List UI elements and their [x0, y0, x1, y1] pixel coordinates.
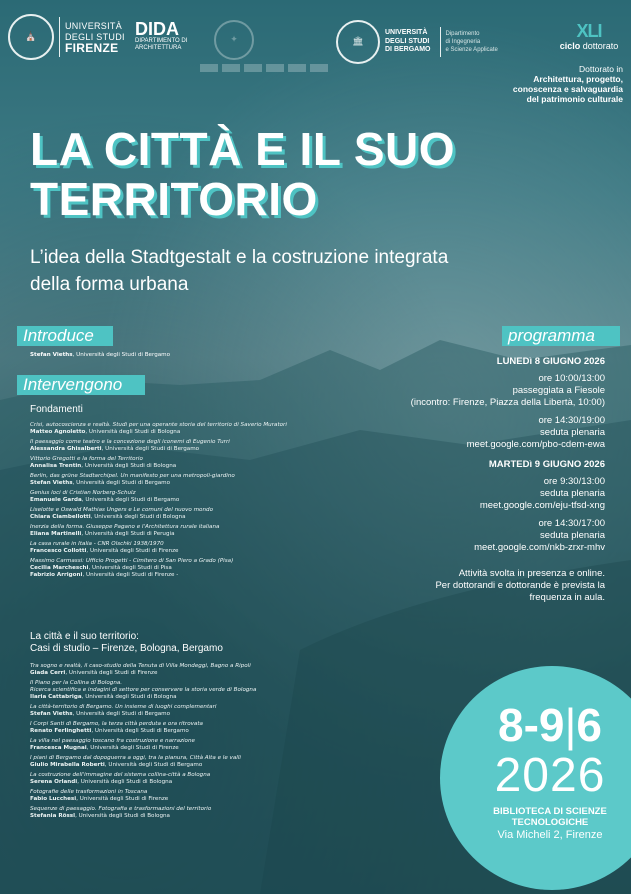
talk-title: Vittorio Gregotti e la forma del Territorio [30, 456, 143, 462]
note-line2: Per dottorandi e dottorande è prevista la [435, 580, 605, 591]
talk-title: Genius loci di Cristian Norberg-Schulz [30, 490, 136, 496]
speaker-affiliation: Università degli Studi di Bergamo [94, 728, 189, 734]
talk-title: Fotografie delle trasformazioni in Toscana [30, 789, 148, 795]
talk-item [30, 789, 330, 803]
speaker-affiliation: Università degli Studi di Bologna [84, 463, 177, 469]
speaker-name: Stefan Vieths [30, 711, 73, 717]
faded-text-logo [200, 64, 330, 72]
talks-list-1 [30, 422, 330, 582]
doctorate-line4: del patrimonio culturale [526, 94, 623, 104]
unibg-line3: DI BERGAMO [385, 46, 431, 54]
d2s1-line1: seduta plenaria [540, 488, 605, 499]
speaker-name: Chiara Ciambellotti [30, 514, 91, 520]
doctorate-line3: conoscenza e salvaguardia [512, 84, 623, 94]
unifi-line3: FIRENZE [65, 40, 119, 55]
dida-line2: ARCHITETTURA [135, 45, 182, 51]
talk-item [30, 422, 330, 436]
talk-title: La casa rurale in Italia - CNR Olschki 1938/1970 [30, 541, 164, 547]
faded-seal-icon: ✦ [214, 20, 254, 60]
talk-item [30, 663, 330, 677]
page-title [30, 124, 455, 224]
subtitle-line1: L’idea della Stadtgestalt e la costruzione integrata [30, 247, 449, 268]
d2s2-time: ore 14:30/17:00 [538, 518, 605, 529]
introduce-speaker: Stefan Vieths, Università degli Studi di Bergamo [30, 352, 171, 358]
speaker-name: Francesca Mugnai [30, 745, 87, 751]
talk-item [30, 704, 330, 718]
talk-speaker: Giada Cerri, Università degli Studi di Firenze [30, 670, 158, 676]
talk-item [30, 721, 330, 735]
talk-speaker: Stefan Vieths, Università degli Studi di Bergamo [30, 480, 171, 486]
dida-logo [135, 20, 187, 52]
event-days: 8-9 [497, 699, 565, 751]
day1-heading: LUNEDì 8 GIUGNO 2026 [496, 356, 605, 367]
speaker-affiliation: Università degli Studi di Bergamo [76, 480, 171, 486]
talk-item [30, 806, 330, 820]
xli-ciclo: ciclo [559, 41, 581, 51]
unibg-line2: DEGLI STUDI [385, 37, 430, 45]
talk-speaker: Annalisa Trentin, Università degli Studi di Bologna [30, 463, 177, 469]
speaker-name: Stefania Rössl [30, 813, 76, 819]
speaker-name: Giulio Mirabella Roberti [30, 762, 105, 768]
speaker-affiliation: Università degli Studi di Bergamo [76, 711, 171, 717]
speaker-affiliation: Università degli Studi di Bologna [78, 813, 170, 819]
speaker-name: Eliana Martinelli [30, 531, 82, 537]
introduce-aff: Università degli Studi di Bergamo [76, 352, 171, 358]
speaker-name: Annalisa Trentin [30, 463, 82, 469]
note-line1: Attività svolta in presenza e online. [458, 568, 605, 579]
talk-item [30, 541, 330, 555]
speaker-name: Francesco Collotti [30, 548, 87, 554]
speaker-name: Serena Orlandi [30, 779, 78, 785]
speaker-affiliation: Università degli Studi di Perugia [84, 531, 175, 537]
talk-title: I Corpi Santi di Bergamo, la terza città perduta e ora ritrovata [30, 721, 203, 727]
speaker-affiliation: Università degli Studi di Pisa [92, 565, 172, 571]
speaker-name: Ilaria Cattabriga [30, 694, 82, 700]
speaker-affiliation: Università degli Studi di Firenze - [86, 572, 179, 578]
programma-schedule [345, 356, 605, 604]
talk-speaker: Giulio Mirabella Roberti, Università degli Studi di Bergamo [30, 762, 203, 768]
talk-title: Il Piano per la Collina di Bologna. [30, 680, 123, 686]
talk-title: Tra sogno e realtà, il caso-studio della Tenuta di Villa Mondeggi, Bagno a Ripoli [30, 663, 251, 669]
talk-title: La città-territorio di Bergamo. Un insieme di luoghi complementari [30, 704, 217, 710]
speaker-name: Emanuele Garda [30, 497, 82, 503]
dept-line2: di Ingegneria [445, 39, 481, 45]
talk-speaker: Eliana Martinelli, Università degli Studi di Perugia [30, 531, 175, 537]
dept-line1: Dipartimento [445, 31, 480, 37]
talk-item [30, 507, 330, 521]
talk-title: Massimo Carmassi: Ufficio Progetti - Cimitero di San Piero a Grado (Pisa) [30, 558, 234, 564]
talk-item [30, 680, 330, 701]
talk-speaker: Alessandra Ghisalberti, Università degli Studi di Bergamo [30, 446, 200, 452]
speaker-affiliation: Università degli Studi di Bologna [88, 429, 181, 435]
speaker-name: Stefan Vieths [30, 480, 73, 486]
talk-item [30, 439, 330, 453]
talk-title-cont: Ricerca scientifica e indagini di settore per conservare la storia verde di Bologna [30, 687, 257, 693]
section-casi-studio [30, 631, 223, 655]
subtitle-line2: della forma urbana [30, 274, 189, 295]
speaker-name: Fabio Lucchesi [30, 796, 77, 802]
talk-speaker: Francesca Mugnai, Università degli Studi di Firenze [30, 745, 179, 751]
d1s2-time: ore 14:30/19:00 [538, 415, 605, 426]
speaker-name: Cecilia Marcheschi [30, 565, 89, 571]
intervengono-label: Intervengono [17, 375, 145, 395]
talk-speaker: Renato Ferlinghetti, Università degli Studi di Bergamo [30, 728, 189, 734]
talk-item [30, 456, 330, 470]
title-line2: TERRITORIO [30, 173, 318, 225]
d2s1-link[interactable]: meet.google.com/eju-tfsd-xng [479, 500, 605, 511]
title-line1: LA CITTÀ E IL SUO [30, 123, 456, 175]
dida-line1: DIPARTIMENTO DI [135, 38, 188, 44]
introduce-label: Introduce [17, 326, 113, 346]
speaker-affiliation: Università degli Studi di Firenze [90, 745, 179, 751]
unifi-logo [8, 14, 125, 60]
speaker-name: Renato Ferlinghetti [30, 728, 92, 734]
talk-item [30, 738, 330, 752]
d1s1-line1: passeggiata a Fiesole [512, 385, 605, 396]
dept-line3: e Scienze Applicate [445, 47, 498, 53]
speaker-name: Giada Cerri [30, 670, 66, 676]
talk-item [30, 473, 330, 487]
talk-speaker: Stefan Vieths, Università degli Studi di Bergamo [30, 711, 171, 717]
talk-item [30, 558, 330, 579]
talk-title: Liselotte e Oswald Mathias Ungers e Le comuni del nuovo mondo [30, 507, 213, 513]
section-fondamenti: Fondamenti [30, 404, 83, 415]
event-month: 6 [576, 699, 603, 751]
unifi-line1: UNIVERSITÀ [65, 20, 123, 31]
doctorate-line1: Dottorato in [579, 64, 623, 74]
talk-speaker: Fabrizio Arrigoni, Università degli Studi di Firenze - [30, 572, 179, 578]
speaker-affiliation: Università degli Studi di Firenze [89, 548, 179, 554]
talk-title: La villa nel paesaggio toscano fra costruzione e narrazione [30, 738, 195, 744]
talk-title: Inerzia della forma. Giuseppe Pagano e l'Architettura rurale italiana [30, 524, 220, 530]
day2-heading: MARTEDì 9 GIUGNO 2026 [488, 459, 605, 470]
talk-speaker: Fabio Lucchesi, Università degli Studi di Firenze [30, 796, 169, 802]
d1s1-time: ore 10:00/13:00 [538, 373, 605, 384]
d1s1-line2: (incontro: Firenze, Piazza della Libertà, 10:00) [410, 397, 605, 408]
speaker-affiliation: Università degli Studi di Bergamo [85, 497, 180, 503]
doctorate-line2: Architettura, progetto, [533, 74, 623, 84]
talk-title: Crisi, autocoscienza e realtà. Studi per una operante storia del territorio di Saverio Muratori [30, 422, 287, 428]
event-place1: BIBLIOTECA DI SCIENZE [493, 806, 607, 817]
talk-item [30, 490, 330, 504]
talk-item [30, 524, 330, 538]
talk-title: Berlin, das grüne Stadtarchipel. Un manifesto per una metropoli-giardino [30, 473, 235, 479]
event-year: 2026 [494, 749, 606, 802]
d1s2-line1: seduta plenaria [540, 427, 605, 438]
speaker-name: Alessandra Ghisalberti [30, 446, 102, 452]
unifi-seal-icon: ⛪ [8, 14, 54, 60]
event-date [470, 700, 630, 842]
d2s1-time: ore 9:30/13:00 [543, 476, 605, 487]
speaker-affiliation: Università degli Studi di Firenze [79, 796, 169, 802]
unibg-line1: UNIVERSITÀ [385, 29, 428, 37]
talk-speaker: Matteo Agnoletto, Università degli Studi di Bologna [30, 429, 181, 435]
d2s2-link[interactable]: meet.google.com/nkb-zrxr-mhv [474, 542, 605, 553]
speaker-affiliation: Università degli Studi di Bologna [85, 694, 177, 700]
xli-logo [552, 22, 626, 52]
talk-item [30, 755, 330, 769]
talk-speaker: Serena Orlandi, Università degli Studi di Bologna [30, 779, 173, 785]
talk-speaker: Cecilia Marcheschi, Università degli Studi di Pisa [30, 565, 172, 571]
talk-title: La costruzione dell'immagine del sistema collina-città a Bologna [30, 772, 211, 778]
doctorate-block [513, 64, 623, 104]
programma-label: programma [502, 326, 620, 346]
unibg-seal-icon: 🏛 [336, 20, 380, 64]
talk-speaker: Chiara Ciambellotti, Università degli Studi di Bologna [30, 514, 186, 520]
section2-line1: La città e il suo territorio: [30, 631, 139, 642]
talk-title: Il paesaggio come teatro e la concezione degli iconemi di Eugenio Turri [30, 439, 230, 445]
note-line3: frequenza in aula. [529, 592, 605, 603]
talk-speaker: Emanuele Garda, Università degli Studi di Bergamo [30, 497, 180, 503]
speaker-affiliation: Università degli Studi di Bologna [94, 514, 186, 520]
section2-line2: Casi di studio – Firenze, Bologna, Bergamo [30, 643, 223, 654]
xli-dottorato: dottorato [582, 41, 619, 51]
speaker-affiliation: Università degli Studi di Firenze [68, 670, 158, 676]
event-sep: | [564, 699, 577, 751]
speaker-name: Matteo Agnoletto [30, 429, 86, 435]
talk-speaker: Ilaria Cattabriga, Università degli Studi di Bologna [30, 694, 177, 700]
talk-title: Sequenze di paesaggio. Fotografia e trasformazioni del territorio [30, 806, 212, 812]
d2s2-line1: seduta plenaria [540, 530, 605, 541]
subtitle [30, 244, 448, 298]
unibg-logo [336, 20, 498, 64]
talk-speaker: Francesco Collotti, Università degli Studi di Firenze [30, 548, 179, 554]
introduce-name: Stefan Vieths [30, 352, 73, 358]
d1s2-link[interactable]: meet.google.com/pbo-cdem-ewa [466, 439, 605, 450]
talk-speaker: Stefania Rössl, Università degli Studi di Bologna [30, 813, 170, 819]
talks-list-2 [30, 663, 330, 823]
speaker-name: Fabrizio Arrigoni [30, 572, 83, 578]
talk-item [30, 772, 330, 786]
speaker-affiliation: Università degli Studi di Bergamo [108, 762, 203, 768]
speaker-affiliation: Università degli Studi di Bologna [80, 779, 173, 785]
speaker-affiliation: Università degli Studi di Bergamo [105, 446, 200, 452]
xli-mark: XLI [576, 21, 602, 41]
dida-name: DIDA [135, 19, 179, 39]
event-address: Via Micheli 2, Firenze [497, 829, 603, 841]
event-place2: TECNOLOGICHE [511, 817, 589, 828]
talk-title: I piani di Bergamo dal dopoguerra a oggi, tra la pianura, Città Alta e le valli [30, 755, 241, 761]
unifi-line2: DEGLI STUDI [65, 31, 125, 42]
